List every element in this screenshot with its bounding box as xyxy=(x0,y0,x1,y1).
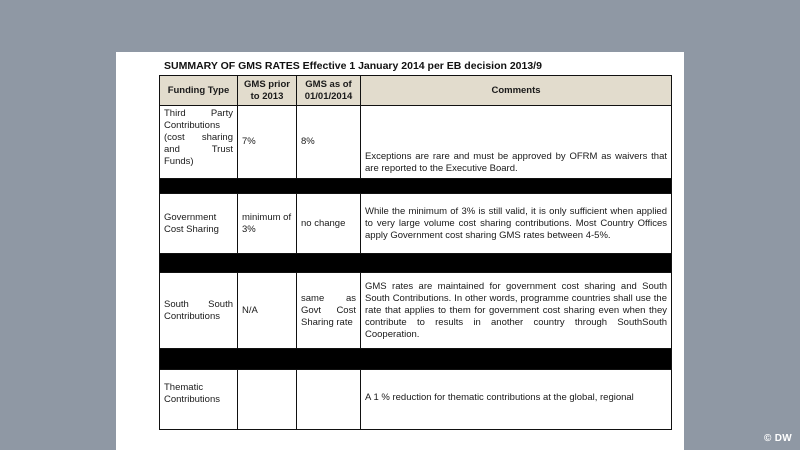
cell-funding-type: Government Cost Sharing xyxy=(160,194,238,254)
cell-comment: Exceptions are rare and must be approved by OFRM as waivers that are reported to the Executive Board. xyxy=(361,106,672,179)
table-row xyxy=(160,370,672,430)
cell-funding-type: Thematic Contributions xyxy=(160,370,238,430)
header-funding-type: Funding Type xyxy=(160,76,238,106)
table-header-row xyxy=(160,76,672,106)
cell-gms-new: 8% xyxy=(297,106,361,179)
cell-gms-new: no change xyxy=(297,194,361,254)
cell-comment: A 1 % reduction for thematic contributions at the global, regional xyxy=(361,370,672,430)
cell-gms-prior: minimum of 3% xyxy=(238,194,297,254)
document-title: SUMMARY OF GMS RATES Effective 1 January 2014 per EB decision 2013/9 xyxy=(164,60,542,72)
cell-gms-prior: 7% xyxy=(238,106,297,179)
cell-gms-prior: N/A xyxy=(238,273,297,349)
cell-gms-prior xyxy=(238,370,297,430)
separator-row xyxy=(160,254,672,273)
cell-comment: While the minimum of 3% is still valid, it is only sufficient when applied to very large volume cost sharing contributions. Most Country Offices apply Government cost sharing GMS rates between 4-5%. xyxy=(361,194,672,254)
header-gms-prior: GMS prior to 2013 xyxy=(238,76,297,106)
table-row xyxy=(160,273,672,349)
document-page xyxy=(116,52,684,450)
header-gms-new: GMS as of 01/01/2014 xyxy=(297,76,361,106)
gms-rates-table xyxy=(159,75,672,430)
header-comments: Comments xyxy=(361,76,672,106)
cell-comment: GMS rates are maintained for government cost sharing and South South Contributions. In other words, programme countries shall use the rate that applies to them for government cost sharing even when they contribute to results in another country through SouthSouth Cooperation. xyxy=(361,273,672,349)
table-row xyxy=(160,194,672,254)
cell-gms-new xyxy=(297,370,361,430)
cell-funding-type: South South Contributions xyxy=(160,273,238,349)
cell-funding-type: Third Party Contributions (cost sharing and Trust Funds) xyxy=(160,106,238,179)
separator-row xyxy=(160,179,672,194)
separator-row xyxy=(160,349,672,370)
cell-gms-new: same as Govt Cost Sharing rate xyxy=(297,273,361,349)
watermark: © DW xyxy=(763,433,792,444)
table-row xyxy=(160,106,672,179)
